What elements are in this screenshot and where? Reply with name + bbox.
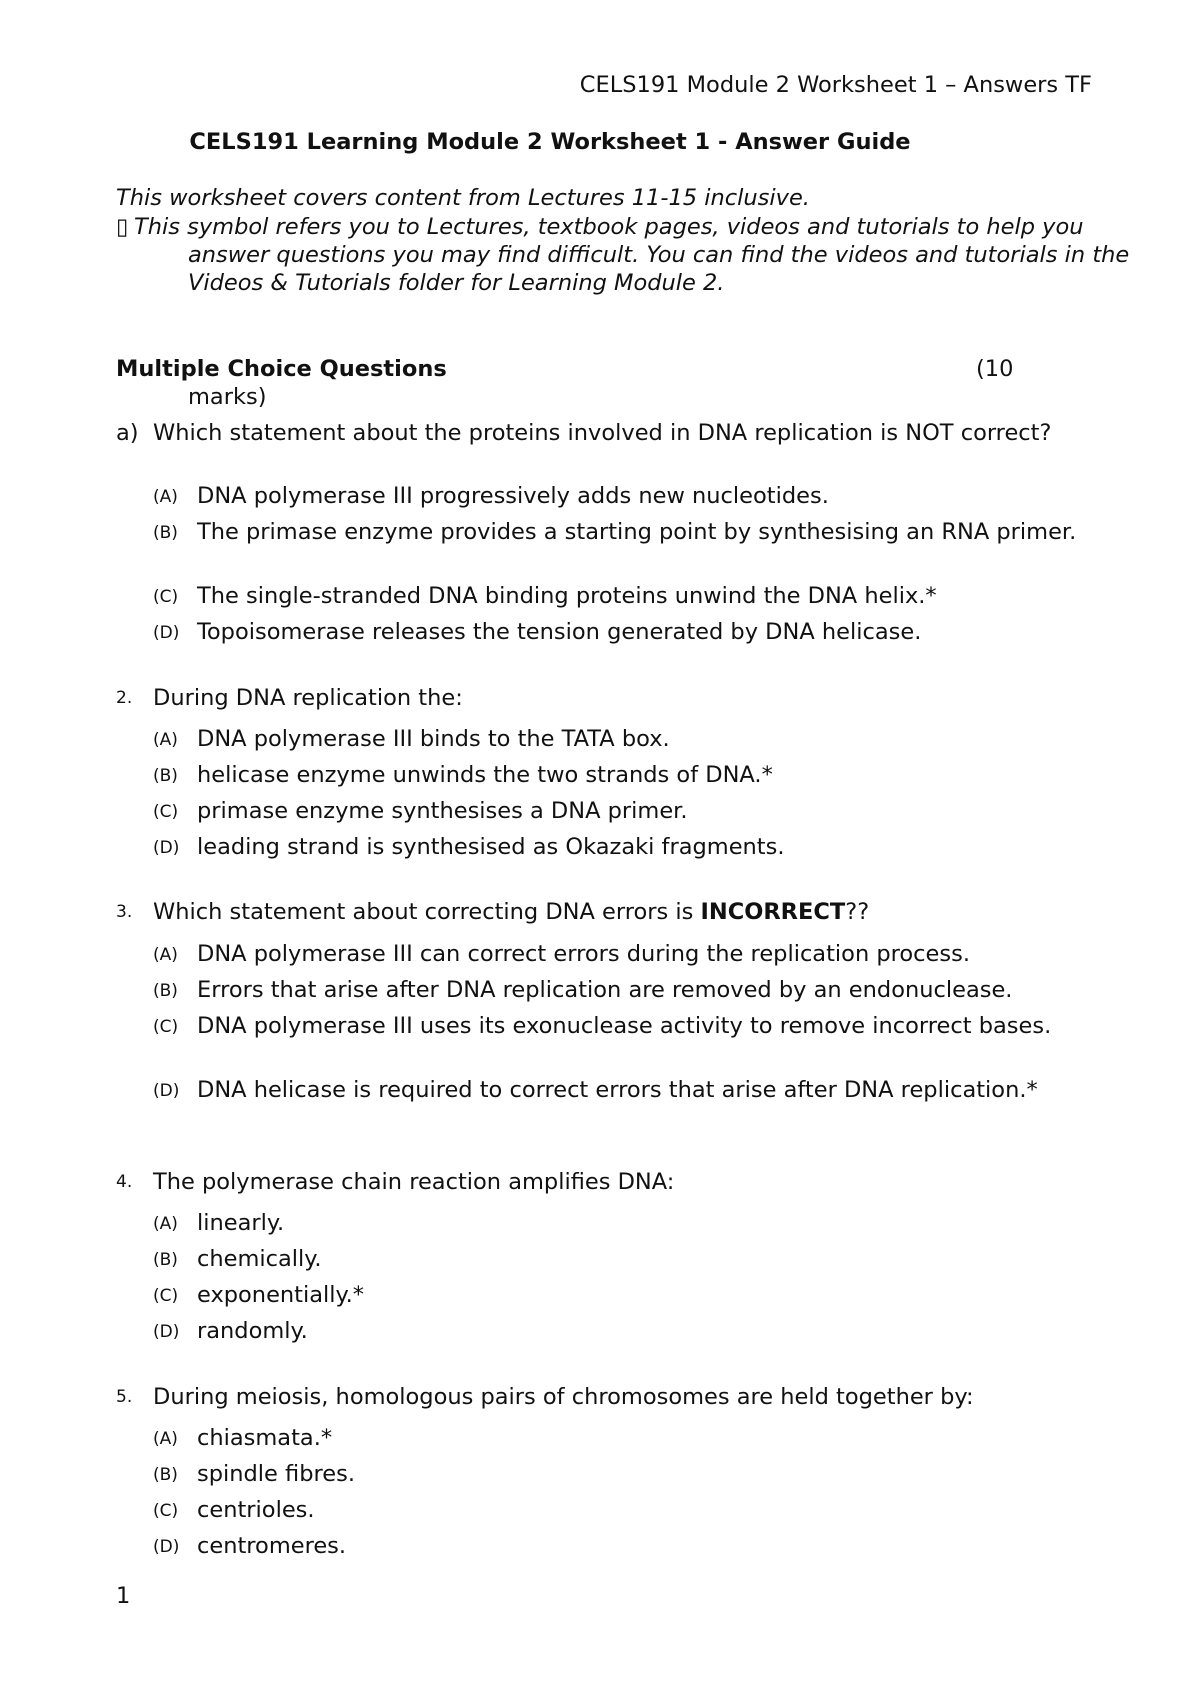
option-3-C <box>153 1012 1103 1040</box>
option-text: DNA polymerase III uses its exonuclease activity to remove incorrect bases. <box>197 1013 1052 1039</box>
option-label: (D) <box>153 1322 180 1342</box>
stem-suffix: ?? <box>845 899 870 925</box>
option-label: (A) <box>153 730 178 750</box>
option-label: (C) <box>153 587 179 607</box>
option-5-C <box>153 1496 1103 1524</box>
option-text: DNA polymerase III can correct errors during the replication process. <box>197 941 970 967</box>
reference-symbol-icon: ▯ <box>116 214 129 240</box>
option-2-A <box>153 725 1103 753</box>
option-text: centromeres. <box>197 1533 347 1559</box>
option-4-D <box>153 1317 1103 1345</box>
option-label: (C) <box>153 1017 179 1037</box>
stem-text: Which statement about correcting DNA errors is <box>153 899 701 925</box>
option-3-B <box>153 976 1103 1004</box>
option-2-C <box>153 797 1103 825</box>
running-header: CELS191 Module 2 Worksheet 1 – Answers TF <box>579 72 1092 98</box>
question-number: 3. <box>116 902 133 922</box>
section-title: Multiple Choice Questions <box>116 356 447 382</box>
option-label: (C) <box>153 802 179 822</box>
option-label: (D) <box>153 1081 180 1101</box>
option-3-A <box>153 940 1103 968</box>
option-4-B <box>153 1245 1103 1273</box>
option-label: (D) <box>153 1537 180 1557</box>
question-stem: The polymerase chain reaction amplifies DNA: <box>153 1169 675 1195</box>
option-text: The single-stranded DNA binding proteins unwind the DNA helix.* <box>197 583 937 609</box>
option-text: centrioles. <box>197 1497 315 1523</box>
option-label: (A) <box>153 487 178 507</box>
option-text: Topoisomerase releases the tension generated by DNA helicase. <box>197 619 922 645</box>
option-text: spindle fibres. <box>197 1461 355 1487</box>
option-text: primase enzyme synthesises a DNA primer. <box>197 798 688 824</box>
option-label: (B) <box>153 1465 178 1485</box>
option-3-D <box>153 1076 1103 1104</box>
question-number: a) <box>116 420 139 446</box>
intro-text: This worksheet covers content from Lectures 11-15 inclusive. <box>116 185 810 211</box>
option-text: Errors that arise after DNA replication are removed by an endonuclease. <box>197 977 1013 1003</box>
question-5 <box>116 1383 1116 1411</box>
option-label: (C) <box>153 1286 179 1306</box>
question-stem: Which statement about the proteins involved in DNA replication is NOT correct? <box>153 420 1052 446</box>
option-label: (A) <box>153 945 178 965</box>
option-label: (B) <box>153 981 178 1001</box>
option-label: (D) <box>153 623 180 643</box>
option-4-A <box>153 1209 1103 1237</box>
option-a-C <box>153 582 1103 610</box>
question-stem: During DNA replication the: <box>153 685 463 711</box>
option-label: (B) <box>153 766 178 786</box>
option-text: linearly. <box>197 1210 285 1236</box>
option-a-B <box>153 518 1103 546</box>
option-2-D <box>153 833 1103 861</box>
option-text: DNA helicase is required to correct errors that arise after DNA replication.* <box>197 1077 1038 1103</box>
question-stem <box>153 898 1116 926</box>
question-number: 2. <box>116 688 133 708</box>
option-text: chemically. <box>197 1246 322 1272</box>
option-label: (B) <box>153 523 178 543</box>
option-text: chiasmata.* <box>197 1425 333 1451</box>
question-stem: During meiosis, homologous pairs of chromosomes are held together by: <box>153 1384 974 1410</box>
section-marks-close: marks) <box>188 384 267 410</box>
option-4-C <box>153 1281 1103 1309</box>
option-label: (D) <box>153 838 180 858</box>
option-label: (C) <box>153 1501 179 1521</box>
option-2-B <box>153 761 1103 789</box>
question-3 <box>116 898 1116 926</box>
option-text: DNA polymerase III progressively adds new nucleotides. <box>197 483 829 509</box>
section-marks-open: (10 <box>976 356 1014 382</box>
option-a-D <box>153 618 1103 646</box>
page-number: 1 <box>116 1583 131 1609</box>
option-text: randomly. <box>197 1318 308 1344</box>
option-5-D <box>153 1532 1103 1560</box>
option-label: (A) <box>153 1214 178 1234</box>
option-text: exponentially.* <box>197 1282 365 1308</box>
option-5-A <box>153 1424 1103 1452</box>
help-note-text: This symbol refers you to Lectures, textbook pages, videos and tutorials to help you answer questions you may find difficult. You can find the videos and tutorials in the Videos & Tutorials folder for Learning Module 2. <box>134 214 1130 296</box>
section-heading <box>116 355 1016 410</box>
option-label: (A) <box>153 1429 178 1449</box>
option-text: helicase enzyme unwinds the two strands of DNA.* <box>197 762 773 788</box>
stem-emphasis: INCORRECT <box>700 899 846 925</box>
question-a <box>116 419 1116 447</box>
option-label: (B) <box>153 1250 178 1270</box>
option-text: leading strand is synthesised as Okazaki fragments. <box>197 834 785 860</box>
help-note <box>116 213 1168 297</box>
option-5-B <box>153 1460 1103 1488</box>
page-title: CELS191 Learning Module 2 Worksheet 1 - Answer Guide <box>189 129 911 155</box>
question-number: 4. <box>116 1172 133 1192</box>
option-a-A <box>153 482 1103 510</box>
question-2 <box>116 684 1116 712</box>
question-number: 5. <box>116 1387 133 1407</box>
option-text: The primase enzyme provides a starting point by synthesising an RNA primer. <box>197 519 1077 545</box>
option-text: DNA polymerase III binds to the TATA box. <box>197 726 670 752</box>
question-4 <box>116 1168 1116 1196</box>
